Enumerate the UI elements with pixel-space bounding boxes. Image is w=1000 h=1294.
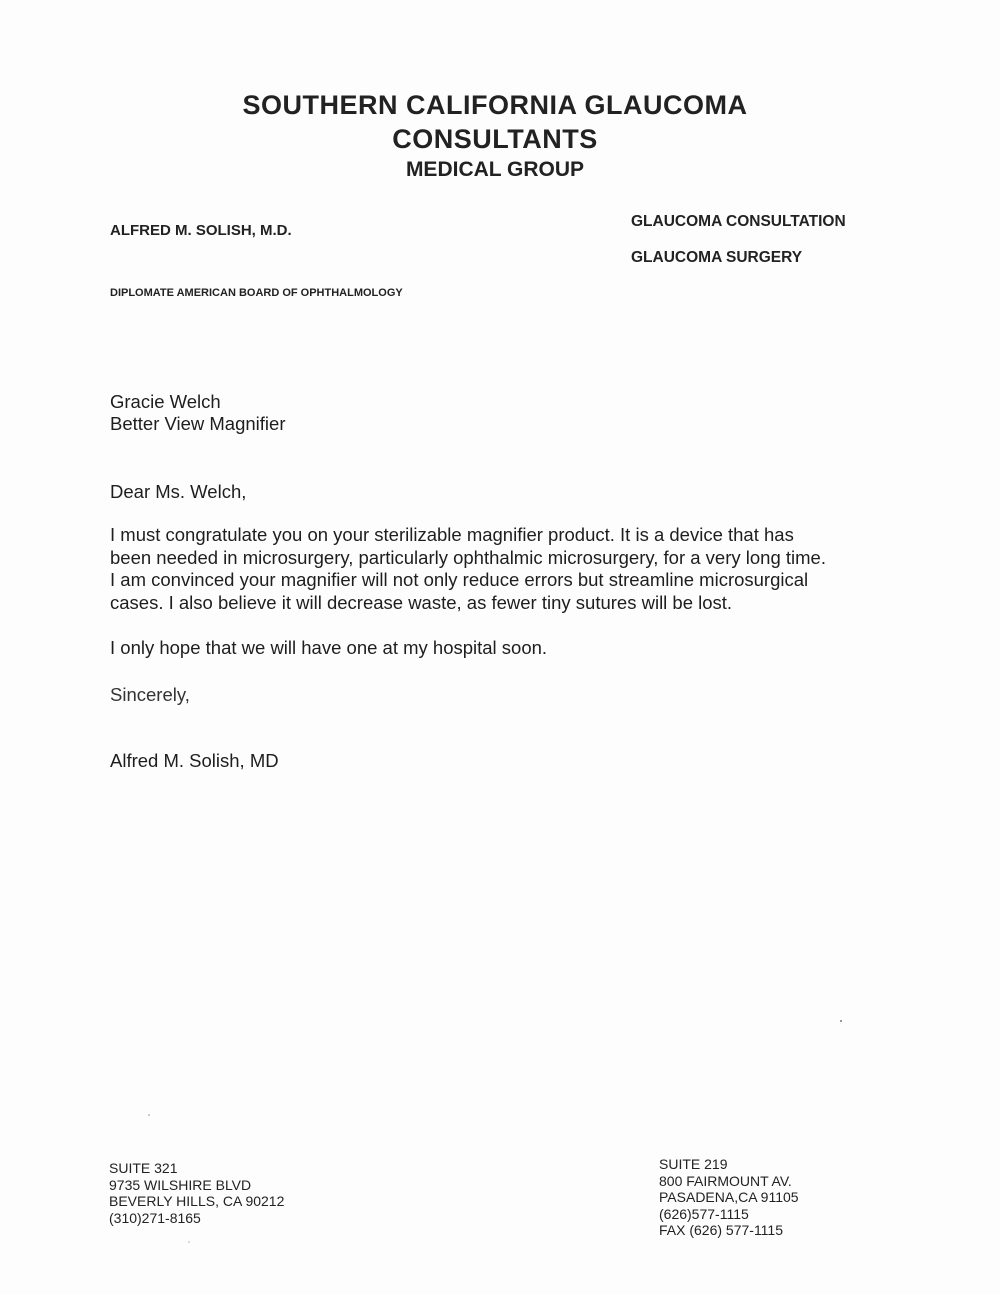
paragraph-line: I am convinced your magnifier will not only reduce errors but streamline microsurgical — [110, 569, 809, 591]
signature-name: Alfred M. Solish, MD — [110, 750, 279, 771]
address-line: SUITE 219 — [659, 1156, 728, 1172]
paragraph-line: I must congratulate you on your sterilizable magnifier product. It is a device that has — [110, 524, 794, 545]
address-line: FAX (626) 577-1115 — [659, 1222, 784, 1238]
org-name-line3: MEDICAL GROUP — [405, 158, 585, 181]
address-line: SUITE 321 — [109, 1160, 178, 1176]
address-line: (310)271-8165 — [109, 1209, 201, 1226]
recipient-company: Better View Magnifier — [110, 413, 286, 434]
salutation: Dear Ms. Welch, — [110, 481, 247, 502]
org-name-line2: CONSULTANTS — [392, 124, 598, 154]
recipient-name: Gracie Welch — [110, 391, 221, 412]
body-paragraph-2: I only hope that we will have one at my hospital soon. — [110, 637, 548, 658]
address-line: PASADENA,CA 91105 — [659, 1189, 799, 1205]
org-name-line1: SOUTHERN CALIFORNIA GLAUCOMA — [242, 90, 748, 120]
paragraph-line: been needed in microsurgery, particularly ophthalmic microsurgery, for a very long time. — [110, 546, 826, 568]
service-consultation: GLAUCOMA CONSULTATION — [631, 213, 846, 230]
address-line: BEVERLY HILLS, CA 90212 — [109, 1193, 285, 1209]
address-beverly-hills — [109, 1160, 284, 1226]
scan-speck — [148, 1114, 150, 1116]
board-certification: DIPLOMATE AMERICAN BOARD OF OPHTHALMOLOGY — [110, 287, 403, 299]
paragraph-line: cases. I also believe it will decrease waste, as fewer tiny sutures will be lost. — [110, 591, 733, 613]
address-line: 800 FAIRMOUNT AV. — [659, 1172, 792, 1189]
address-line: (626)577-1115 — [659, 1205, 749, 1222]
closing: Sincerely, — [110, 684, 190, 705]
doctor-name: ALFRED M. SOLISH, M.D. — [110, 222, 292, 239]
body-paragraph-1 — [110, 524, 910, 614]
address-line: 9735 WILSHIRE BLVD — [109, 1176, 252, 1193]
address-pasadena — [659, 1156, 799, 1239]
scan-speck — [840, 1020, 842, 1022]
scan-speck — [188, 1241, 190, 1243]
service-surgery: GLAUCOMA SURGERY — [631, 249, 803, 266]
